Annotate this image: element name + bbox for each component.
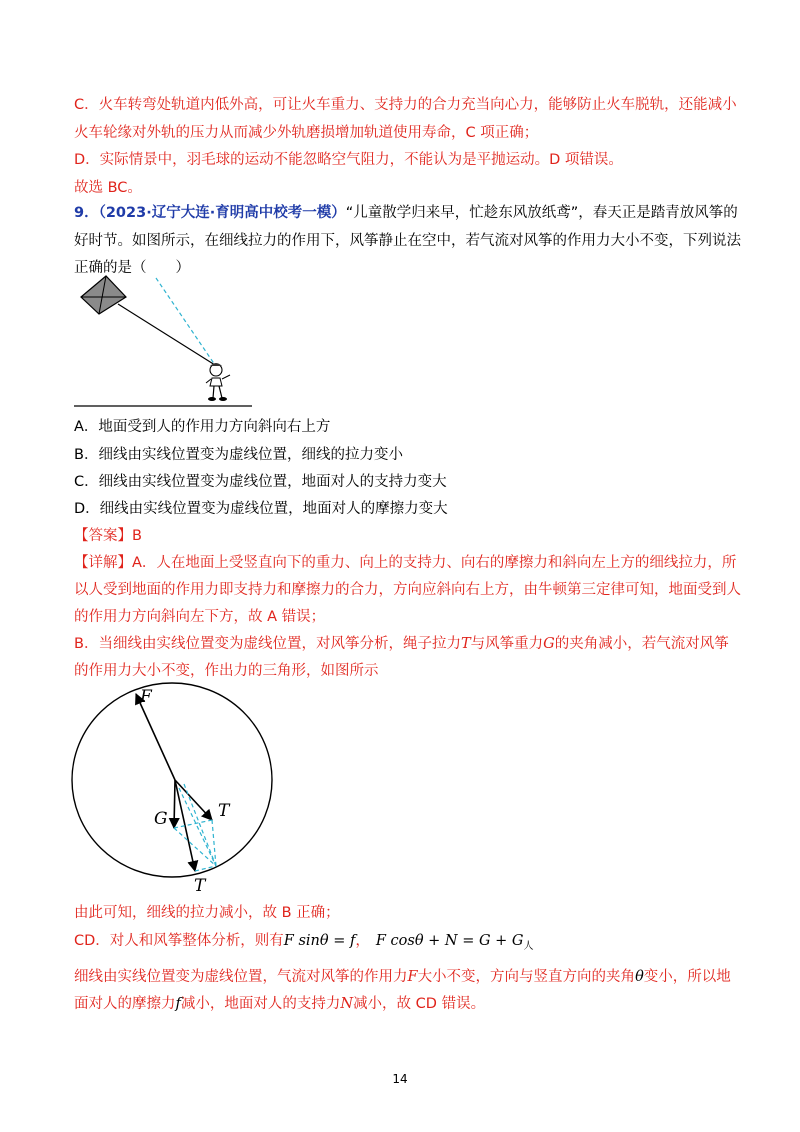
q9-number: 9． <box>74 205 99 221</box>
answer-label: 【答案】 <box>74 528 132 544</box>
force-triangle-figure <box>70 680 300 900</box>
detail-a-line-1 <box>74 553 736 573</box>
page-number: 14 <box>392 1072 408 1086</box>
child-figure <box>206 363 230 401</box>
last-line-1 <box>74 967 731 987</box>
last-1-mid: 大小不变，方向与竖直方向的夹角 <box>417 969 636 985</box>
detail-b1-T: T <box>460 636 471 652</box>
c-prev-line-1: C．火车转弯处轨道内低外高，可让火车重力、支持力的合力充当向心力，能够防止火车脱轨，还能减小 <box>74 97 737 113</box>
label-G: G <box>154 809 168 829</box>
last-2-pre: 面对人的摩擦力 <box>74 996 176 1012</box>
option-b: B．细线由实线位置变为虚线位置，细线的拉力变小 <box>74 447 403 463</box>
answer-value: B <box>132 528 142 544</box>
detail-a-line-2: 以人受到地面的作用力即支持力和摩擦力的合力，方向应斜向右上方，由牛顿第三定律可知，地面受到人 <box>74 582 741 598</box>
detail-b1-pre: B．当细线由实线位置变为虚线位置，对风筝分析，绳子拉力 <box>74 636 461 652</box>
q9-text-1: “儿童散学归来早，忙趁东风放纸鸢”，春天正是踏青放风筝的 <box>345 205 738 221</box>
last-2-mid: 减小，地面对人的支持力 <box>180 996 341 1012</box>
detail-b-line-1 <box>74 634 729 654</box>
q9-line-3: 正确的是（ ） <box>74 260 190 276</box>
cd-pre: CD．对人和风筝整体分析，则有 <box>74 933 284 949</box>
q9-line-2: 好时节。如图所示，在细线拉力的作用下，风筝静止在空中，若气流对风筝的作用力大小不变，下列说法 <box>74 233 741 249</box>
prev-answer-line: 故选 BC。 <box>74 180 142 196</box>
label-T-bottom: T <box>194 876 206 896</box>
after-figure-line: 由此可知，细线的拉力减小，故 B 正确； <box>74 905 340 921</box>
force-T-arrow-bottom <box>175 780 195 871</box>
kite-string-solid <box>118 304 215 365</box>
last-1-pre: 细线由实线位置变为虚线位置，气流对风筝的作用力 <box>74 969 408 985</box>
option-c: C．细线由实线位置变为虚线位置，地面对人的支持力变大 <box>74 474 447 490</box>
kite-string-dashed <box>156 278 215 365</box>
kite-figure <box>70 272 270 412</box>
last-1-theta: θ <box>635 969 644 985</box>
option-a: A．地面受到人的作用力方向斜向右上方 <box>74 419 331 435</box>
label-F: F <box>140 687 152 707</box>
cd-line <box>74 931 534 957</box>
option-d: D．细线由实线位置变为虚线位置，地面对人的摩擦力变大 <box>74 501 448 517</box>
q9-source: （2023·辽宁大连·育明高中校考一模） <box>98 205 346 221</box>
d-prev-line: D．实际情景中，羽毛球的运动不能忽略空气阻力，不能认为是平抛运动。D 项错误。 <box>74 152 623 168</box>
detail-b1-G: G <box>543 636 555 652</box>
c-prev-line-2: 火车轮缘对外轨的压力从而减少外轨磨损增加轨道使用寿命，C 项正确； <box>74 125 539 141</box>
detail-a-line-3: 的作用力方向斜向左下方，故 A 错误； <box>74 609 326 625</box>
detail-label: 【详解】 <box>74 555 132 571</box>
cd-equation-1: F sinθ = f <box>283 933 356 949</box>
last-2-post: 减小，故 CD 错误。 <box>353 996 486 1012</box>
cd-equation-2: F cosθ + N = G + G <box>375 933 524 949</box>
label-T-right: T <box>218 801 230 821</box>
answer-line <box>74 526 142 546</box>
force-T-arrow-right <box>175 780 212 820</box>
cd-separator: ， <box>355 933 370 949</box>
reference-circle <box>72 683 272 877</box>
detail-b1-post: 的夹角减小，若气流对风筝 <box>554 636 729 652</box>
detail-b1-mid: 与风筝重力 <box>470 636 544 652</box>
q9-line-1 <box>74 203 738 223</box>
detail-a-text-1: A．人在地面上受竖直向下的重力、向上的支持力、向右的摩擦力和斜向左上方的细线拉力，所 <box>132 555 737 571</box>
cd-equation-2-subscript: 人 <box>523 940 534 952</box>
last-2-f: f <box>175 996 181 1012</box>
last-1-F: F <box>407 969 418 985</box>
last-line-2 <box>74 994 485 1014</box>
kite-body <box>81 276 126 314</box>
last-2-N: N <box>340 996 354 1012</box>
last-1-post: 变小，所以地 <box>643 969 731 985</box>
detail-b-line-2: 的作用力大小不变，作出力的三角形，如图所示 <box>74 663 379 679</box>
force-G-arrow <box>174 780 175 828</box>
dashed-construction-lines <box>174 784 216 871</box>
